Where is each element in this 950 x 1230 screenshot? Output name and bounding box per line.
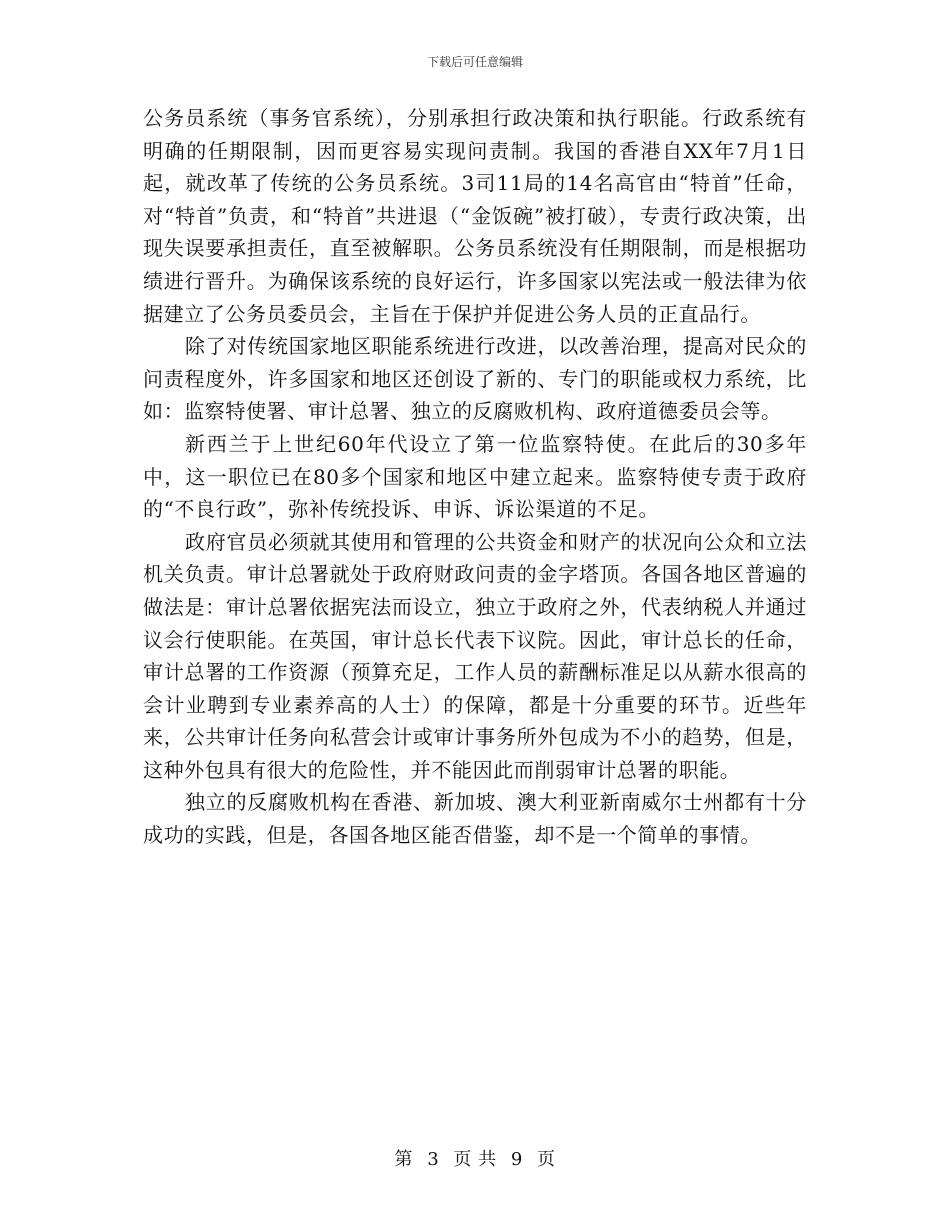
paragraph-1: 公务员系统（事务官系统），分别承担行政决策和执行职能。行政系统有明确的任期限制，因而更容易实现问责制。我国的香港自XX年7月1日起，就改革了传统的公务员系统。3司11局的14名高官由“特首”任命，对“特首”负责，和“特首”共进退（“金饭碗”被打破），专责行政决策，出现失误要承担责任，直至被解职。公务员系统没有任期限制，而是根据功绩进行晋升。为确保该系统的良好运行，许多国家以宪法或一般法律为依据建立了公务员委员会，主旨在于保护并促进公务人员的正直品行。 <box>143 106 808 326</box>
current-page-number: 3 <box>427 1149 440 1170</box>
page-number-footer <box>0 1148 950 1172</box>
total-pages-number: 9 <box>510 1149 523 1170</box>
footer-prefix: 第 <box>394 1149 413 1170</box>
footer-suffix: 页 <box>537 1149 556 1170</box>
paragraph-5: 独立的反腐败机构在香港、新加坡、澳大利亚新南威尔士州都有十分成功的实践，但是，各国各地区能否借鉴，却不是一个简单的事情。 <box>143 790 807 848</box>
page-header-note: 下载后可任意编辑 <box>426 55 523 69</box>
paragraph-4: 政府官员必须就其使用和管理的公共资金和财产的状况向公众和立法机关负责。审计总署就处于政府财政问责的金字塔顶。各国各地区普遍的做法是：审计总署依据宪法而设立，独立于政府之外，代表纳税人并通过议会行使职能。在英国，审计总长代表下议院。因此，审计总长的任命，审计总署的工作资源（预算充足，工作人员的薪酬标准足以从薪水很高的会计业聘到专业素养高的人士）的保障，都是十分重要的环节。近些年来，公共审计任务向私营会计或审计事务所外包成为不小的趋势，但是，这种外包具有很大的危险性，并不能因此而削弱审计总署的职能。 <box>143 529 807 782</box>
paragraph-2: 除了对传统国家地区职能系统进行改进，以改善治理，提高对民众的问责程度外，许多国家和地区还创设了新的、专门的职能或权力系统，比如：监察特使署、审计总署、独立的反腐败机构、政府道德委员会等。 <box>143 334 807 424</box>
paragraph-3: 新西兰于上世纪60年代设立了第一位监察特使。在此后的30多年中，这一职位已在80多个国家和地区中建立起来。监察特使专责于政府的“不良行政”，弥补传统投诉、申诉、诉讼渠道的不足。 <box>143 431 807 522</box>
document-body <box>143 102 807 852</box>
footer-middle: 页 共 <box>453 1149 497 1170</box>
